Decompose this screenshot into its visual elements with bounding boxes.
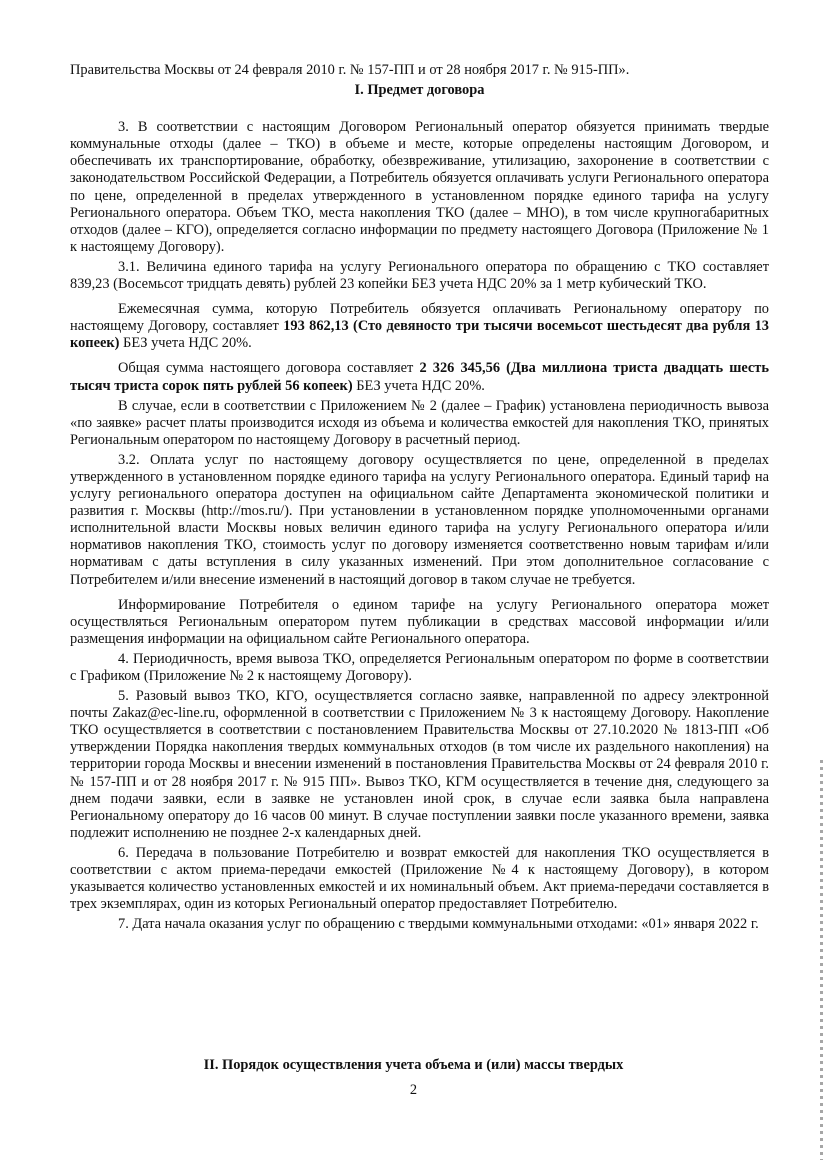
- clause-7: 7. Дата начала оказания услуг по обращению с твердыми коммунальными отходами: «01» января 2022 г.: [118, 916, 759, 933]
- clause-6: 6. Передача в пользование Потребителю и возврат емкостей для накопления ТКО осуществляется в соответствии с актом приема-передачи емкостей (Приложение №4 к настоящему Договору), в котором указывается количество установленных емкостей и их номинальный объем. Акт приема-передачи составляется в трех экземплярах, один из которых Региональный оператор предоставляет Потребителю.: [70, 844, 769, 913]
- page-number: 2: [409, 1082, 418, 1098]
- monthly-sum-text: Ежемесячная сумма, которую Потребитель обязуется оплачивать Региональному оператору по настоящему Договору, составляет: [70, 301, 769, 335]
- clause-5: 5. Разовый вывоз ТКО, КГО, осуществляется согласно заявке, направленной по адресу электронной почты Zakaz@ec-line.ru, оформленной в соответствии с Приложением № 3 к настоящему Договору. Накопление ТКО осуществляется в соответствии с постановлением Правительства Москвы от 27.10.2020 № 1813-ПП «Об утверждении Порядка накопления твердых коммунальных отходов (в том числе их раздельного накопления) на территории города Москвы и внесении изменений в постановления Правительства Москвы от 24 февраля 2010 г. № 157-ПП и от 28 ноября 2017 г. № 915 ПП». Вывоз ТКО, КГМ осуществляется в течение дня, следующего за днем подачи заявки, если в заявке не установлен иной срок, в случае если заявка была направлена Региональному оператору до 16 часов 00 минут. В случае поступлении заявки после указанного времени, заявка подлежит исполнению не позднее 2-х календарных дней.: [70, 688, 769, 841]
- clause-3-2: 3.2. Оплата услуг по настоящему договору осуществляется по цене, определенной в пределах утвержденного в установленном порядке единого тарифа на услугу Регионального оператора. Единый тариф на услугу регионального оператора доступен на официальном сайте Департамента экономической политики и развития г. Москвы (http://mos.ru/). При установлении в установленном порядке уполномоченными органами исполнительной власти Москвы новых величин единого тарифа на услугу Регионального оператора и/или нормативов накопления ТКО, стоимость услуг по договору изменяется соответственно новым тарифам и/или нормативам с даты вступления в силу указанных изменений. При этом дополнительное согласование с Потребителем и/или внесение изменений в настоящий договор в таком случае не требуется.: [70, 451, 769, 588]
- scan-binding-edge: [820, 760, 823, 1160]
- section-2-title: II. Порядок осуществления учета объема и (или) массы твердых: [203, 1057, 624, 1073]
- total-sum-tail: БЕЗ учета НДС 20%.: [352, 377, 485, 394]
- clause-3-1: 3.1. Величина единого тарифа на услугу Регионального оператора по обращению с ТКО составляет 839,23 (Восемьсот тридцать девять) рублей 23 копейки БЕЗ учета НДС 20% за 1 метр кубический ТКО.: [70, 258, 769, 293]
- continuation-line: Правительства Москвы от 24 февраля 2010 г. № 157-ПП и от 28 ноября 2017 г. № 915-ПП».: [70, 62, 630, 78]
- total-sum-amount: 2 326 345,56 (Два миллиона триста двадцать шесть тысяч триста сорок пять рублей 56 копеек): [70, 360, 769, 394]
- monthly-sum-amount: 193 862,13 (Сто девяносто три тысячи восемьсот шестьдесят два рубля 13 копеек): [70, 318, 769, 352]
- monthly-sum-paragraph: [70, 301, 769, 352]
- total-sum-paragraph: [70, 360, 769, 394]
- on-request-paragraph: В случае, если в соответствии с Приложением № 2 (далее – График) установлена периодичность вывоза «по заявке» расчет платы производится исходя из объема и количества емкостей для накопления ТКО, принятых Региональным оператором по настоящему Договору в расчетный период.: [70, 397, 769, 448]
- section-1-title: I. Предмет договора: [354, 82, 485, 99]
- tariff-information-paragraph: Информирование Потребителя о едином тарифе на услугу Регионального оператора может осуществляться Региональным оператором путем публикации в средствах массовой информации и/или размещения информации на официальном сайте Регионального оператора.: [70, 596, 769, 647]
- clause-4: 4. Периодичность, время вывоза ТКО, определяется Региональным оператором по форме в соответствии с Графиком (Приложение № 2 к настоящему Договору).: [70, 650, 769, 684]
- clause-3: 3. В соответствии с настоящим Договором Региональный оператор обязуется принимать твердые коммунальные отходы (далее – ТКО) в объеме и месте, которые определены настоящим Договором, и обеспечивать их транспортирование, обработку, обезвреживание, утилизацию, захоронение в соответствии с законодательством Российской Федерации, а Потребитель обязуется оплачивать услуги Регионального оператора по цене, определенной в пределах утвержденного в установленном порядке единого тарифа на услугу Регионального оператора. Объем ТКО, места накопления ТКО (далее – МНО), в том числе крупногабаритных отходов (далее – КГО), определяется согласно информации по предмету настоящего Договора (Приложение № 1 к настоящему Договору).: [70, 119, 769, 255]
- monthly-sum-tail: БЕЗ учета НДС 20%.: [119, 335, 252, 352]
- total-sum-text: Общая сумма настоящего договора составляет: [118, 360, 420, 377]
